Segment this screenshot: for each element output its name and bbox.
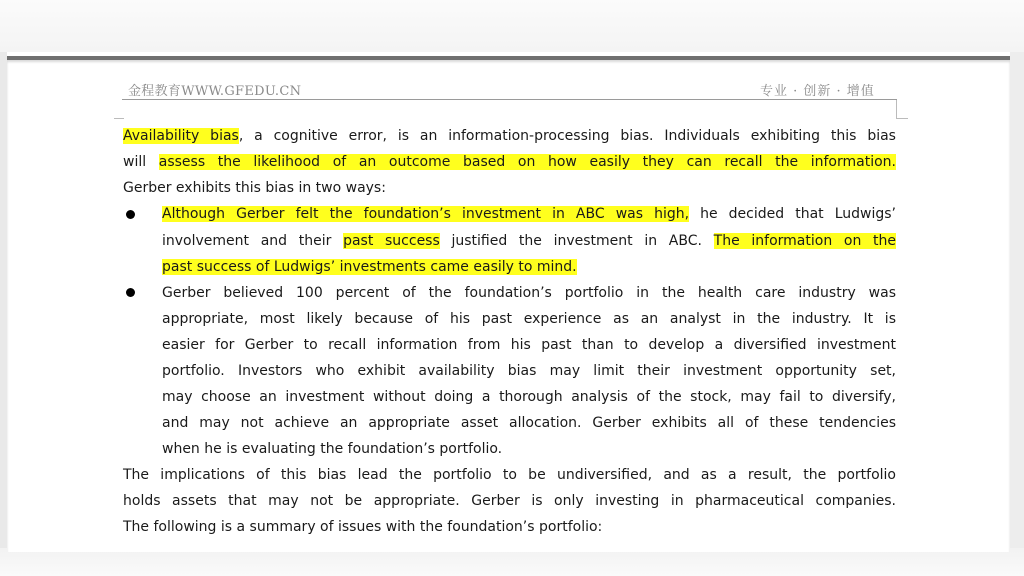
page-header-right: 专业 · 创新 · 增值: [760, 84, 875, 99]
bullet2-line: easier for Gerber to recall information from his past than to develop a diversified investment: [162, 337, 896, 353]
margin-mark-left: [114, 118, 124, 119]
highlight-information-on: The information on the: [713, 233, 897, 249]
highlight-availability-bias: Availability bias: [123, 128, 239, 144]
para2-line: holds assets that may not be appropriate. Gerber is only investing in pharmaceutical companies.: [123, 493, 896, 509]
bullet1-line1: [162, 204, 896, 224]
highlight-assess-likelihood: assess the likelihood of an outcome based on how easily they can recall the information.: [158, 154, 896, 170]
bullet2-line: when he is evaluating the foundation’s portfolio.: [162, 441, 503, 457]
margin-mark-right: [896, 100, 897, 118]
para2-line: The following is a summary of issues with the foundation’s portfolio:: [123, 519, 603, 535]
highlight-although-gerber: Although Gerber felt the foundation’s investment in ABC was high,: [162, 206, 690, 222]
window-top-margin: [0, 0, 1024, 52]
bullet2-line: may choose an investment without doing a thorough analysis of the stock, may fail to diversify,: [162, 389, 896, 405]
bullet1-line2: [162, 231, 896, 251]
para1-line1-text: , a cognitive error, is an information-processing bias. Individuals exhibiting this bias: [238, 128, 896, 144]
margin-mark-right-h: [896, 118, 908, 119]
para1-line3: Gerber exhibits this bias in two ways:: [123, 180, 386, 196]
highlight-came-easily: past success of Ludwigs’ investments came easily to mind.: [162, 259, 577, 275]
para1-line2: [123, 152, 896, 172]
window-bottom-margin: [0, 548, 1024, 576]
bullet-icon: [126, 288, 135, 297]
header-rule: [122, 99, 897, 100]
bullet1-line3: [162, 257, 577, 277]
para2-line: The implications of this bias lead the portfolio to be undiversified, and as a result, the portfolio: [123, 467, 896, 483]
bullet2-line: portfolio. Investors who exhibit availability bias may limit their investment opportunity set,: [162, 363, 896, 379]
bullet1-line1-text: he decided that Ludwigs’: [689, 206, 896, 222]
para1-line1: [123, 126, 896, 146]
highlight-past-success: past success: [343, 233, 440, 249]
bullet-icon: [126, 210, 135, 219]
window-left-margin: [0, 52, 7, 548]
bullet2-line: appropriate, most likely because of his past experience as an analyst in the industry. It is: [162, 311, 896, 327]
bullet1-line2-lead: involvement and their: [162, 233, 344, 249]
bullet1-line2-mid: justified the investment in ABC.: [439, 233, 714, 249]
bullet2-line: and may not achieve an appropriate asset allocation. Gerber exhibits all of these tendencies: [162, 415, 896, 431]
para1-line2-lead: will: [123, 154, 159, 170]
bullet2-line: Gerber believed 100 percent of the foundation’s portfolio in the health care industry was: [162, 285, 896, 301]
page-header-left: 金程教育WWW.GFEDU.CN: [128, 84, 302, 99]
window-right-margin: [1010, 52, 1024, 548]
